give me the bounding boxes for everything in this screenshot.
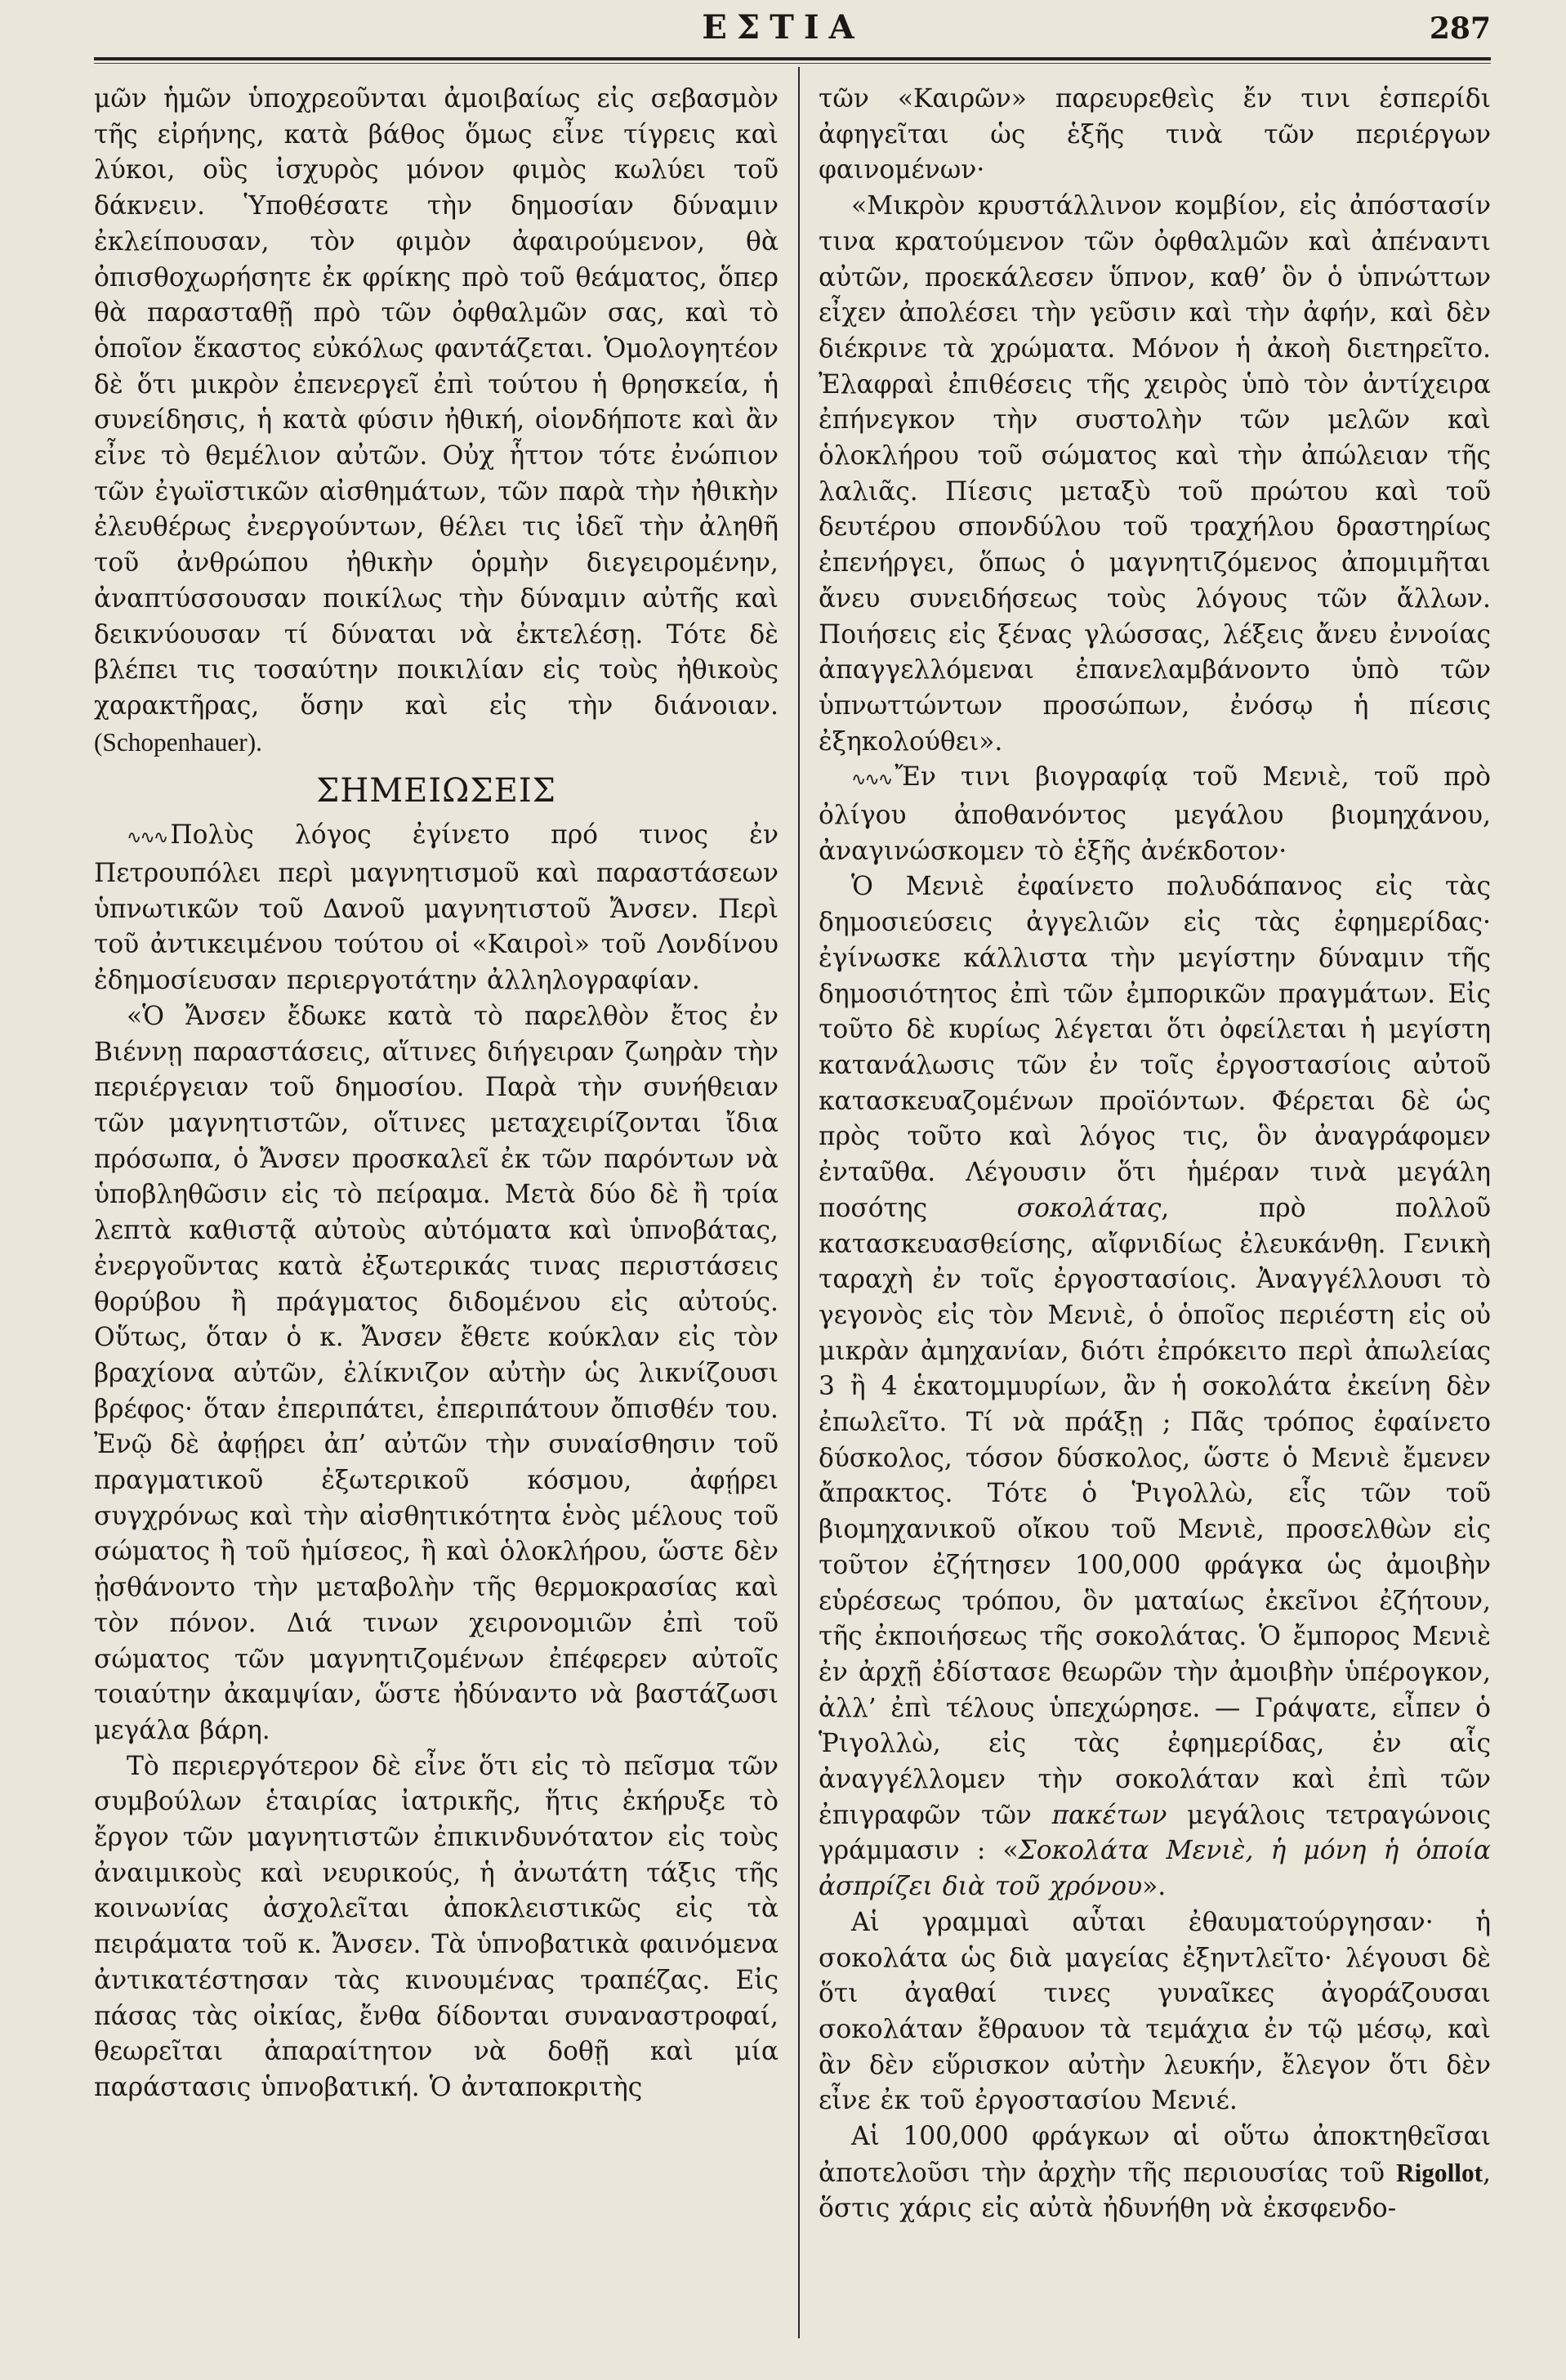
rigollot-text-1: Αἱ 100,000 φράγκων αἱ οὕτω ἀποκτηθεῖσαι ἀποτελοῦσι τὴν ἀρχὴν τῆς περιουσίας τοῦ (819, 2122, 1491, 2188)
page-number: 287 (1429, 11, 1491, 46)
rigollot-text-2: , ὅστις χάρις εἰς αὐτὰ ἠδυνήθη νὰ ἐκσφενδο- (819, 2158, 1491, 2224)
menier-text-2: , πρὸ πολλοῦ κατασκευασθείσης, αἴφνιδίως ἐλευκάνθη. Γενικὴ ταραχὴ ἐν τοῖς ἐργοστασίοις. Ἀναγγέλλουσι τὸ γεγονὸς εἰς τὸν Μενιὲ, ὁ ὁποῖος περιέστη εἰς οὐ μικρὰν ἀμηχανίαν, διότι ἐπρόκειτο περὶ ἀπωλείας 3 ἢ 4 ἑκατομμυρίων, ἂν ἡ σοκολάτα ἐκείνη δὲν ἐπωλεῖτο. Τί νὰ πράξῃ ; Πᾶς τρόπος ἐφαίνετο δύσκολος, τόσον δύσκολος, ὥστε ὁ Μενιὲ ἔμενεν ἄπρακτος. Τότε ὁ Ῥιγολλὼ, εἷς τῶν τοῦ βιομηχανικοῦ οἴκου τοῦ Μενιὲ, προσελθὼν εἰς τοῦτον ἐζήτησεν 100,000 φράγκα ὡς ἀμοιβὴν εὑρέσεως τρόπου, ὃν ματαίως ἐκεῖνοι ἐζήτουν, τῆς ἐκποιήσεως τῆς σοκολάτας. Ὁ ἔμπορος Μενιὲ ἐν ἀρχῇ ἐδίστασε θεωρῶν τὴν ἀμοιβὴν ὑπέρογκον, ἀλλ’ ἐπὶ τέλους ὑπεχώρησε. — Γράψατε, εἶπεν ὁ Ῥιγολλὼ, εἰς τὰς ἐφημερίδας, ἐν αἷς ἀναγγέλλομεν τὴν σοκολάταν καὶ ἐπὶ τῶν ἐπιγραφῶν τῶν (819, 1193, 1491, 1830)
note-1-paragraph (94, 818, 779, 999)
column-divider (798, 67, 800, 2338)
note-marker: ∿∿∿ (127, 828, 167, 849)
right-column (819, 82, 1491, 2227)
note-2-text: Ἔν τινι βιογραφίᾳ τοῦ Μενιὲ, τοῦ πρὸ ὀλίγου ἀποθανόντος μεγάλου βιομηχάνου, ἀναγινώσκομεν τὸ ἑξῆς ἀνέκδοτον· (819, 762, 1491, 866)
hansen-quote-1: «Ὁ Ἄνσεν ἔδωκε κατὰ τὸ παρελθὸν ἔτος ἐν Βιέννῃ παραστάσεις, αἵτινες διήγειραν ζωηρὰν τὴν περιέργειαν τοῦ δημοσίου. Παρὰ τὴν συνήθειαν τῶν μαγνητιστῶν, οἵτινες μεταχειρίζονται ἴδια πρόσωπα, ὁ Ἄνσεν προσκαλεῖ ἐκ τῶν παρόντων νὰ ὑποβληθῶσιν εἰς τὸ πείραμα. Μετὰ δύο δὲ ἢ τρία λεπτὰ καθιστᾷ αὐτοὺς αὐτόματα καὶ ὑπνοβάτας, ἐνεργοῦντας κατὰ ἐξωτερικάς τινας περιστάσεις θορύβου ἢ πράγματος διδομένου εἰς αὐτούς. Οὕτως, ὅταν ὁ κ. Ἄνσεν ἔθετε κούκλαν εἰς τὸν βραχίονα αὐτῶν, ἐλίκνιζον αὐτὴν ὡς λικνίζουσι βρέφος· ὅταν ἐπεριπάτει, ἐπεριπάτουν ὄπισθέν του. Ἐνῷ δὲ ἀφῄρει ἀπ’ αὐτῶν τὴν συναίσθησιν τοῦ πραγματικοῦ ἐξωτερικοῦ κόσμου, ἀφῄρει συγχρόνως καὶ τὴν αἰσθητικότητα ἑνὸς μέλους τοῦ σώματος ἢ τοῦ ἡμίσεος, ἢ καὶ ὁλοκλήρου, ὥστε δὲν ᾐσθάνοντο τὴν μεταβολὴν τῆς θερμοκρασίας καὶ τὸν πόνον. Διά τινων χειρονομιῶν ἐπὶ τοῦ σώματος τῶν μαγνητιζομένων ἐπέφερεν αὐτοῖς τοιαύτην ἀκαμψίαν, ὥστε ἠδύναντο νὰ βαστάζωσι μεγάλα βάρη. (94, 1001, 779, 1745)
schopenhauer-paragraph (94, 82, 779, 761)
rigollot-name: Rigollot (1395, 2158, 1483, 2187)
menier-text-1: Ὁ Μενιὲ ἐφαίνετο πολυδάπανος εἰς τὰς δημοσιεύσεις ἀγγελιῶν εἰς τὰς ἐφημερίδας· ἐγίνωσκε κάλλιστα τὴν μεγίστην δύναμιν τῆς δημοσιότητος ἐπὶ τῶν ἐμπορικῶν πραγμάτων. Εἰς τοῦτο δὲ κυρίως λέγεται ὅτι ὀφείλεται ἡ μεγίστη κατανάλωσις τῶν ἐν τοῖς ἐργοστασίοις αὐτοῦ κατασκευαζομένων προϊόντων. Φέρεται δὲ ὡς πρὸς τοῦτο καὶ λόγος τις, ὃν ἀναγράφομεν ἐνταῦθα. Λέγουσιν ὅτι ἡμέραν τινὰ μεγάλη ποσότης (819, 872, 1491, 1223)
menier-italic-chocolate: σοκολάτας (1016, 1193, 1162, 1223)
menier-anecdote (819, 869, 1491, 1904)
rigollot-paragraph (819, 2119, 1491, 2227)
menier-text-4: ». (1142, 1872, 1167, 1902)
left-column (94, 82, 779, 2106)
menier-italic-packets: πακέτων (1051, 1800, 1167, 1830)
header-rule (94, 57, 1491, 60)
schopenhauer-text: μῶν ἡμῶν ὑποχρεοῦνται ἀμοιβαίως εἰς σεβασμὸν τῆς εἰρήνης, κατὰ βάθος ὅμως εἶνε τίγρεις καὶ λύκοι, οὓς ἰσχυρὸς μόνον φιμὸς κωλύει τοῦ δάκνειν. Ὑποθέσατε τὴν δημοσίαν δύναμιν ἐκλείπουσαν, τὸν φιμὸν ἀφαιρούμενον, θὰ ὀπισθοχωρήσητε ἐκ φρίκης πρὸ τοῦ θεάματος, ὅπερ θὰ παρασταθῇ πρὸ τῶν ὀφθαλμῶν σας, καὶ τὸ ὁποῖον ἕκαστος εὐκόλως φαντάζεται. Ὁμολογητέον δὲ ὅτι μικρὸν ἐπενεργεῖ ἐπὶ τούτου ἡ θρησκεία, ἡ συνείδησις, ἡ κατὰ φύσιν ἠθική, οἱονδήποτε καὶ ἂν εἶνε τὸ θεμέλιον αὐτῶν. Οὐχ ἧττον τότε ἐνώπιον τῶν ἐγωϊστικῶν αἰσθημάτων, τῶν παρὰ τὴν ἠθικὴν ἐλευθέρως ἐνεργούντων, θέλει τις ἰδεῖ τὴν ἀληθῆ τοῦ ἀνθρώπου ἠθικὴν ὁρμὴν διεγειρομένην, ἀναπτύσσουσαν ποικίλως τὴν δύναμιν αὐτῆς καὶ δεικνύουσαν τί δύναται νὰ ἐκτελέσῃ. Τότε δὲ βλέπει τις τοσαύτην ποικιλίαν εἰς τοὺς ἠθικοὺς χαρακτῆρας, ὅσην καὶ εἰς τὴν διάνοιαν. (94, 84, 779, 721)
author-attribution: (Schopenhauer). (94, 727, 262, 757)
note-1-text: Πολὺς λόγος ἐγίνετο πρό τινος ἐν Πετρουπόλει περὶ μαγνητισμοῦ καὶ παραστάσεων ὑπνωτικῶν τοῦ Δανοῦ μαγνητιστοῦ Ἄνσεν. Περὶ τοῦ ἀντικειμένου τούτου οἱ «Καιροὶ» τοῦ Λονδίνου ἐδημοσίευσαν περιεργοτάτην ἀλληλογραφίαν. (94, 820, 779, 996)
newspaper-title: ΕΣΤΙΑ (702, 8, 864, 47)
note-2-paragraph (819, 760, 1491, 869)
note-marker: ∿∿∿ (851, 770, 892, 791)
section-title-notes: ΣΗΜΕΙΩΣΕΙΣ (316, 772, 556, 810)
menier-slogan: Σοκολάτα Μενιὲ, ἡ μόνη ἡ ὁποία ἀσπρίζει διὰ τοῦ χρόνου (819, 1836, 1492, 1902)
menier-result-paragraph: Αἱ γραμμαὶ αὗται ἐθαυματούργησαν· ἡ σοκολάτα ὡς διὰ μαγείας ἐξηντλεῖτο· λέγουσι δὲ ὅτι ἀγαθαί τινες γυναῖκες ἀγοράζουσαι σοκολάταν ἔθραυον τὰ τεμάχια ἐν τῷ μέσῳ, καὶ ἂν δὲν εὕρισκον αὐτὴν λευκήν, ἔλεγον ὅτι δὲν εἶνε ἐκ τοῦ ἐργοστασίου Μενιέ. (819, 1907, 1491, 2116)
times-continuation: τῶν «Καιρῶν» παρευρεθεὶς ἔν τινι ἑσπερίδι ἀφηγεῖται ὡς ἑξῆς τινὰ τῶν περιέργων φαινομένων· (819, 84, 1491, 185)
crystal-button-quote: «Μικρὸν κρυστάλλινον κομβίον, εἰς ἀπόστασίν τινα κρατούμενον τῶν ὀφθαλμῶν καὶ ἀπέναντι αὐτῶν, προεκάλεσεν ὕπνον, καθ’ ὃν ὁ ὑπνώττων εἶχεν ἀπολέσει τὴν γεῦσιν καὶ τὴν ἀφήν, καὶ δὲν διέκρινε τὰ χρώματα. Μόνον ἡ ἀκοὴ διετηρεῖτο. Ἐλαφραὶ ἐπιθέσεις τῆς χειρὸς ὑπὸ τὸν ἀντίχειρα ἐπήνεγκον τὴν συστολὴν τῶν μελῶν καὶ ὁλοκλήρου τοῦ σώματος καὶ τὴν ἀπώλειαν τῆς λαλιᾶς. Πίεσις μεταξὺ τοῦ πρώτου καὶ τοῦ δευτέρου σπονδύλου τοῦ τραχήλου δραστηρίως ἐπενήργει, ὅπως ὁ μαγνητιζόμενος ἀπομιμῆται ἄνευ συνειδήσεως τοὺς λόγους τῶν ἄλλων. Ποιήσεις εἰς ξένας γλώσσας, λέξεις ἄνευ ἐννοίας ἀπαγγελλόμεναι ἐπανελαμβάνοντο ὑπὸ τῶν ὑπνωττώντων προσώπων, ἐνόσῳ ἡ πίεσις ἐξηκολούθει». (819, 191, 1491, 757)
hansen-quote-2: Τὸ περιεργότερον δὲ εἶνε ὅτι εἰς τὸ πεῖσμα τῶν συμβούλων ἑταιρίας ἰατρικῆς, ἥτις ἐκήρυξε τὸ ἔργον τῶν μαγνητιστῶν ἐπικινδυνότατον εἰς τοὺς ἀναιμικοὺς καὶ νευρικούς, ἡ ἀνωτάτη τάξις τῆς κοινωνίας ἀσχολεῖται ἀποκλειστικῶς εἰς τὰ πειράματα τοῦ κ. Ἄνσεν. Τὰ ὑπνοβατικὰ φαινόμενα ἀντικατέστησαν τὰς κινουμένας τραπέζας. Εἰς πάσας τὰς οἰκίας, ἔνθα δίδονται συναναστροφαί, θεωρεῖται ἀπαραίτητον νὰ δοθῇ καὶ μία παράστασις ὑπνοβατική. Ὁ ἀνταποκριτὴς (94, 1751, 779, 2102)
header-rule-thin (94, 63, 1491, 64)
menier-text-3: μεγάλοις τετραγώνοις γράμμασιν : « (819, 1800, 1491, 1866)
